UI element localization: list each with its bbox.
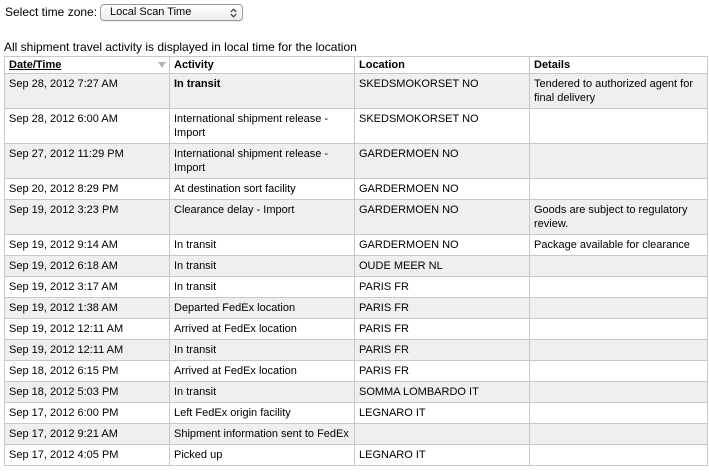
timezone-label: Select time zone: bbox=[5, 5, 98, 19]
cell-location: SOMMA LOMBARDO IT bbox=[355, 382, 530, 403]
cell-details bbox=[530, 424, 708, 445]
table-row bbox=[5, 424, 708, 445]
header-datetime[interactable] bbox=[5, 57, 170, 74]
cell-details bbox=[530, 403, 708, 424]
table-row bbox=[5, 277, 708, 298]
cell-location bbox=[355, 424, 530, 445]
header-location: Location bbox=[355, 57, 530, 74]
cell-location: GARDERMOEN NO bbox=[355, 144, 530, 179]
cell-datetime: Sep 19, 2012 12:11 AM bbox=[5, 340, 170, 361]
cell-details: Goods are subject to regulatory review. bbox=[530, 200, 708, 235]
cell-datetime: Sep 19, 2012 9:14 AM bbox=[5, 235, 170, 256]
up-down-arrows-icon bbox=[230, 8, 237, 18]
cell-activity: At destination sort facility bbox=[170, 179, 355, 200]
table-row bbox=[5, 74, 708, 109]
cell-datetime: Sep 19, 2012 3:17 AM bbox=[5, 277, 170, 298]
cell-location: PARIS FR bbox=[355, 340, 530, 361]
cell-location: OUDE MEER NL bbox=[355, 256, 530, 277]
local-time-note: All shipment travel activity is displayed in local time for the location bbox=[4, 40, 357, 54]
table-row bbox=[5, 256, 708, 277]
cell-location: SKEDSMOKORSET NO bbox=[355, 74, 530, 109]
cell-activity: Arrived at FedEx location bbox=[170, 361, 355, 382]
cell-location: GARDERMOEN NO bbox=[355, 200, 530, 235]
table-row bbox=[5, 109, 708, 144]
cell-details bbox=[530, 256, 708, 277]
cell-activity: In transit bbox=[170, 340, 355, 361]
cell-location: LEGNARO IT bbox=[355, 403, 530, 424]
cell-details bbox=[530, 319, 708, 340]
header-activity: Activity bbox=[170, 57, 355, 74]
header-row bbox=[5, 57, 708, 74]
table-row bbox=[5, 200, 708, 235]
cell-datetime: Sep 19, 2012 12:11 AM bbox=[5, 319, 170, 340]
cell-location: PARIS FR bbox=[355, 361, 530, 382]
cell-activity: In transit bbox=[170, 256, 355, 277]
table-row bbox=[5, 382, 708, 403]
cell-datetime: Sep 28, 2012 7:27 AM bbox=[5, 74, 170, 109]
cell-datetime: Sep 19, 2012 3:23 PM bbox=[5, 200, 170, 235]
cell-activity: In transit bbox=[170, 382, 355, 403]
cell-details bbox=[530, 298, 708, 319]
table-row bbox=[5, 179, 708, 200]
cell-activity: Departed FedEx location bbox=[170, 298, 355, 319]
sort-descending-icon bbox=[158, 62, 166, 68]
cell-datetime: Sep 28, 2012 6:00 AM bbox=[5, 109, 170, 144]
cell-activity: Arrived at FedEx location bbox=[170, 319, 355, 340]
cell-activity: In transit bbox=[170, 277, 355, 298]
cell-datetime: Sep 20, 2012 8:29 PM bbox=[5, 179, 170, 200]
cell-activity: In transit bbox=[170, 235, 355, 256]
cell-details bbox=[530, 382, 708, 403]
cell-location: GARDERMOEN NO bbox=[355, 179, 530, 200]
cell-details bbox=[530, 144, 708, 179]
cell-location: PARIS FR bbox=[355, 298, 530, 319]
cell-details bbox=[530, 179, 708, 200]
cell-activity: Left FedEx origin facility bbox=[170, 403, 355, 424]
cell-details: Tendered to authorized agent for final delivery bbox=[530, 74, 708, 109]
cell-datetime: Sep 19, 2012 1:38 AM bbox=[5, 298, 170, 319]
cell-datetime: Sep 17, 2012 9:21 AM bbox=[5, 424, 170, 445]
cell-datetime: Sep 17, 2012 6:00 PM bbox=[5, 403, 170, 424]
sort-by-datetime-link[interactable]: Date/Time bbox=[9, 59, 62, 71]
cell-datetime: Sep 18, 2012 6:15 PM bbox=[5, 361, 170, 382]
cell-details bbox=[530, 445, 708, 466]
cell-details bbox=[530, 277, 708, 298]
cell-datetime: Sep 17, 2012 4:05 PM bbox=[5, 445, 170, 466]
timezone-select[interactable] bbox=[100, 4, 243, 21]
table-header bbox=[5, 57, 708, 74]
cell-activity: International shipment release - Import bbox=[170, 144, 355, 179]
cell-details bbox=[530, 361, 708, 382]
cell-location: PARIS FR bbox=[355, 319, 530, 340]
cell-details bbox=[530, 109, 708, 144]
shipment-travel-history-table bbox=[4, 56, 708, 466]
cell-location: SKEDSMOKORSET NO bbox=[355, 109, 530, 144]
cell-location: LEGNARO IT bbox=[355, 445, 530, 466]
header-details: Details bbox=[530, 57, 708, 74]
cell-activity: International shipment release - Import bbox=[170, 109, 355, 144]
cell-location: PARIS FR bbox=[355, 277, 530, 298]
table-row bbox=[5, 445, 708, 466]
cell-location: GARDERMOEN NO bbox=[355, 235, 530, 256]
cell-activity: Picked up bbox=[170, 445, 355, 466]
cell-datetime: Sep 18, 2012 5:03 PM bbox=[5, 382, 170, 403]
timezone-select-value: Local Scan Time bbox=[110, 6, 192, 18]
cell-activity: Clearance delay - Import bbox=[170, 200, 355, 235]
cell-activity: In transit bbox=[170, 74, 355, 109]
table-row bbox=[5, 235, 708, 256]
cell-details bbox=[530, 340, 708, 361]
table-row bbox=[5, 144, 708, 179]
cell-datetime: Sep 19, 2012 6:18 AM bbox=[5, 256, 170, 277]
table-row bbox=[5, 340, 708, 361]
table-row bbox=[5, 298, 708, 319]
table-row bbox=[5, 403, 708, 424]
cell-datetime: Sep 27, 2012 11:29 PM bbox=[5, 144, 170, 179]
table-row bbox=[5, 319, 708, 340]
cell-activity: Shipment information sent to FedEx bbox=[170, 424, 355, 445]
table-row bbox=[5, 361, 708, 382]
activity-table-body bbox=[5, 74, 708, 466]
cell-details: Package available for clearance bbox=[530, 235, 708, 256]
